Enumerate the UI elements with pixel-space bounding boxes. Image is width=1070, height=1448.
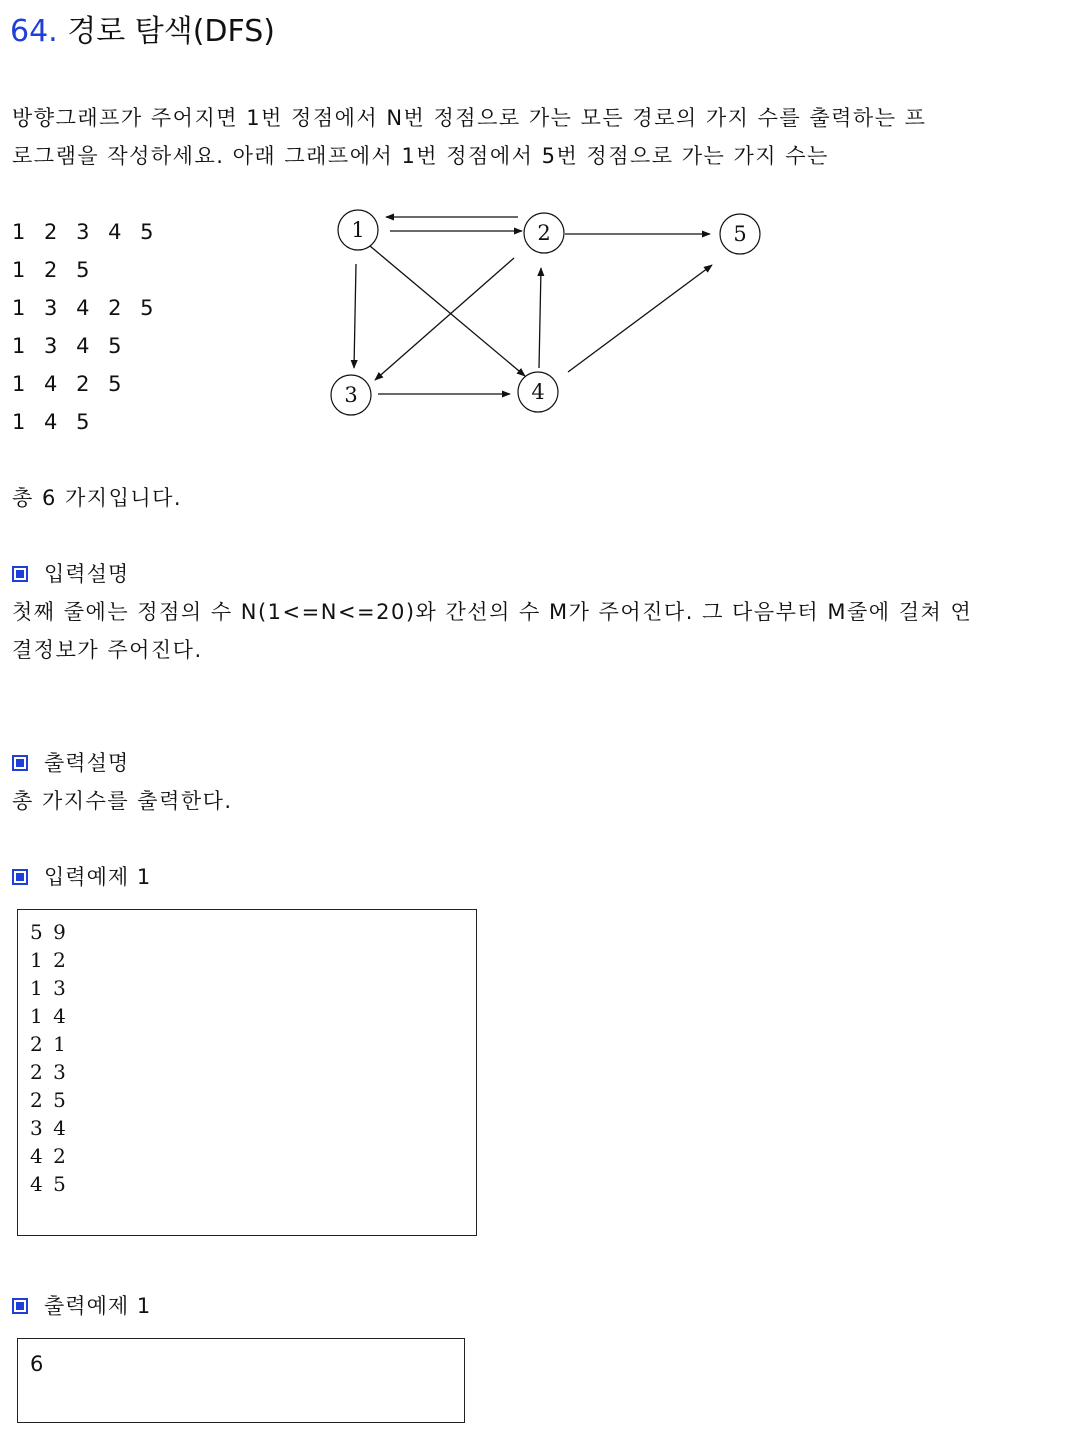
example-line: 3 4	[30, 1116, 68, 1140]
description-line-1: 방향그래프가 주어지면 1번 정점에서 N번 정점으로 가는 모든 경로의 가지 수를 출력하는 프	[12, 106, 927, 130]
example-line: 1 4	[30, 1004, 68, 1028]
section-heading-label: 입력예제 1	[44, 865, 152, 889]
output-example-box	[17, 1338, 465, 1423]
input-desc-line-2: 결정보가 주어진다.	[12, 638, 203, 662]
path-item: 1 3 4 2 5	[12, 296, 160, 320]
output-example-heading	[12, 1291, 151, 1321]
square-bullet-icon	[12, 869, 28, 885]
example-line: 2 3	[30, 1060, 68, 1084]
example-line: 1 3	[30, 976, 68, 1000]
square-bullet-icon	[12, 755, 28, 771]
square-bullet-icon	[12, 1298, 28, 1314]
example-line: 4 5	[30, 1172, 68, 1196]
edge-1-4	[370, 246, 525, 376]
problem-title: 경로 탐색(DFS)	[67, 14, 276, 49]
edge-1-3	[354, 264, 356, 368]
section-heading-label: 입력설명	[44, 562, 130, 586]
section-heading-label: 출력설명	[44, 751, 130, 775]
graph-diagram	[320, 196, 780, 426]
graph-node-label-1: 1	[351, 218, 365, 242]
path-item: 1 2 5	[12, 258, 96, 282]
square-bullet-icon	[12, 566, 28, 582]
total-count-text: 총 6 가지입니다.	[12, 486, 183, 510]
input-example-heading	[12, 862, 151, 892]
path-item: 1 3 4 5	[12, 334, 128, 358]
graph-node-label-5: 5	[733, 222, 747, 246]
example-line: 4 2	[30, 1144, 68, 1168]
example-line: 2 5	[30, 1088, 68, 1112]
section-heading-label: 출력예제 1	[44, 1294, 152, 1318]
input-example-box	[17, 909, 477, 1236]
example-line: 2 1	[30, 1032, 68, 1056]
path-item: 1 4 5	[12, 410, 96, 434]
example-line: 5 9	[30, 920, 68, 944]
problem-number: 64.	[10, 14, 58, 49]
graph-node-label-4: 4	[531, 380, 545, 404]
path-item: 1 4 2 5	[12, 372, 128, 396]
input-desc-line-1: 첫째 줄에는 정점의 수 N(1<=N<=20)와 간선의 수 M가 주어진다. 그 다음부터 M줄에 걸쳐 연	[12, 600, 973, 624]
path-item: 1 2 3 4 5	[12, 220, 160, 244]
edge-2-3	[375, 258, 514, 380]
input-desc-heading	[12, 559, 129, 589]
description-line-2: 로그램을 작성하세요. 아래 그래프에서 1번 정점에서 5번 정점으로 가는 가지 수는	[12, 144, 829, 168]
output-desc-line-1: 총 가지수를 출력한다.	[12, 789, 233, 813]
graph-node-label-2: 2	[537, 221, 551, 245]
example-line: 1 2	[30, 948, 68, 972]
edge-4-5	[568, 265, 712, 372]
path-list	[12, 213, 160, 441]
edge-4-2	[539, 268, 541, 368]
graph-node-label-3: 3	[344, 383, 358, 407]
page-title	[10, 12, 275, 52]
example-line: 6	[30, 1352, 44, 1376]
output-desc-heading	[12, 748, 129, 778]
